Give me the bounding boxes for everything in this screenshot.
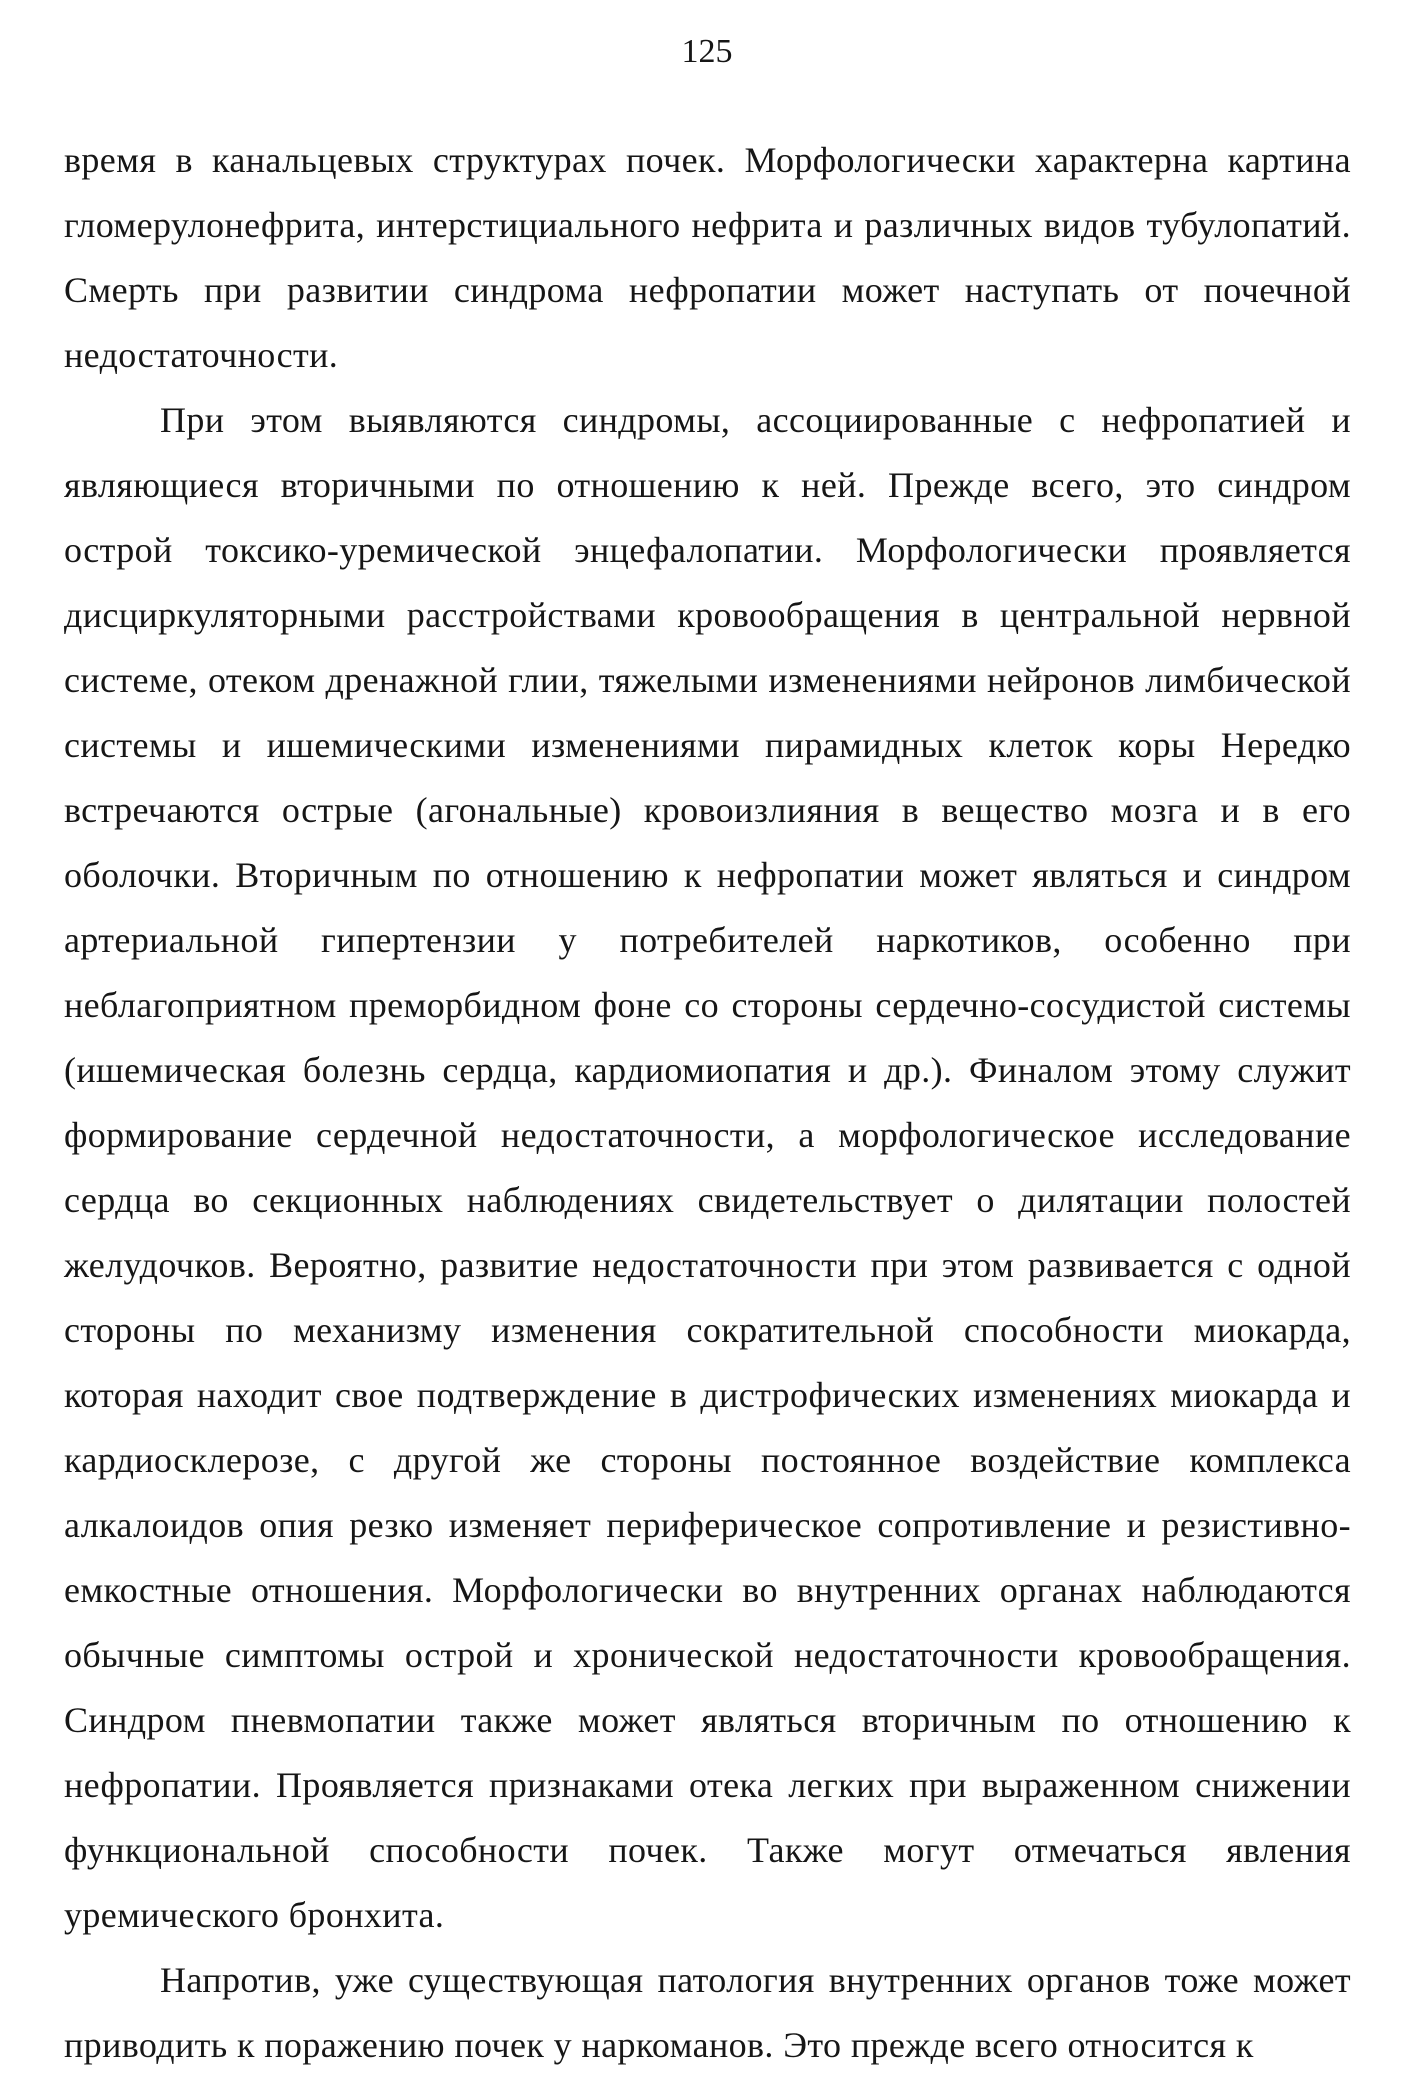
paragraph-continuation: время в канальцевых структурах почек. Морфологически характерна картина гломерулонефрита, интерстициального нефрита и различных видов тубулопатий. Смерть при развитии синдрома нефропатии может наступать от почечной недостаточности. [64,140,1351,375]
text-body [64,128,1351,2078]
paragraph-associated-syndromes: При этом выявляются синдромы, ассоциированные с нефропатией и являющиеся вторичными по отношению к ней. Прежде всего, это синдром острой токсико-уремической энцефалопатии. Морфологически проявляется дисциркуляторными расстройствами кровообращения в центральной нервной системе, отеком дренажной глии, тяжелыми изменениями нейронов лимбической системы и ишемическими изменениями пирамидных клеток коры Нередко встречаются острые (агональные) кровоизлияния в вещество мозга и в его оболочки. Вторичным по отношению к нефропатии может являться и синдром артериальной гипертензии у потребителей наркотиков, особенно при неблагоприятном преморбидном фоне со стороны сердечно-сосудистой системы (ишемическая болезнь сердца, кардиомиопатия и др.). Финалом этому служит формирование сердечной недостаточности, а морфологическое исследование сердца во секционных наблюдениях свидетельствует о дилятации полостей желудочков. Вероятно, развитие недостаточности при этом развивается с одной стороны по механизму изменения сократительной способности миокарда, которая находит свое подтверждение в дистрофических изменениях миокарда и кардиосклерозе, с другой же стороны постоянное воздействие комплекса алкалоидов опия резко изменяет периферическое сопротивление и резистивно-емкостные отношения. Морфологически во внутренних органах наблюдаются обычные симптомы острой и хронической недостаточности кровообращения. Синдром пневмопатии также может являться вторичным по отношению к нефропатии. Проявляется признаками отека легких при выраженном снижении функциональной способности почек. Также могут отмечаться явления уремического бронхита. [64,400,1351,1935]
page-number: 125 [681,33,733,70]
paragraph-existing-pathology: Напротив, уже существующая патология внутренних органов тоже может приводить к поражению почек у наркоманов. Это прежде всего относится к [64,1960,1351,2065]
